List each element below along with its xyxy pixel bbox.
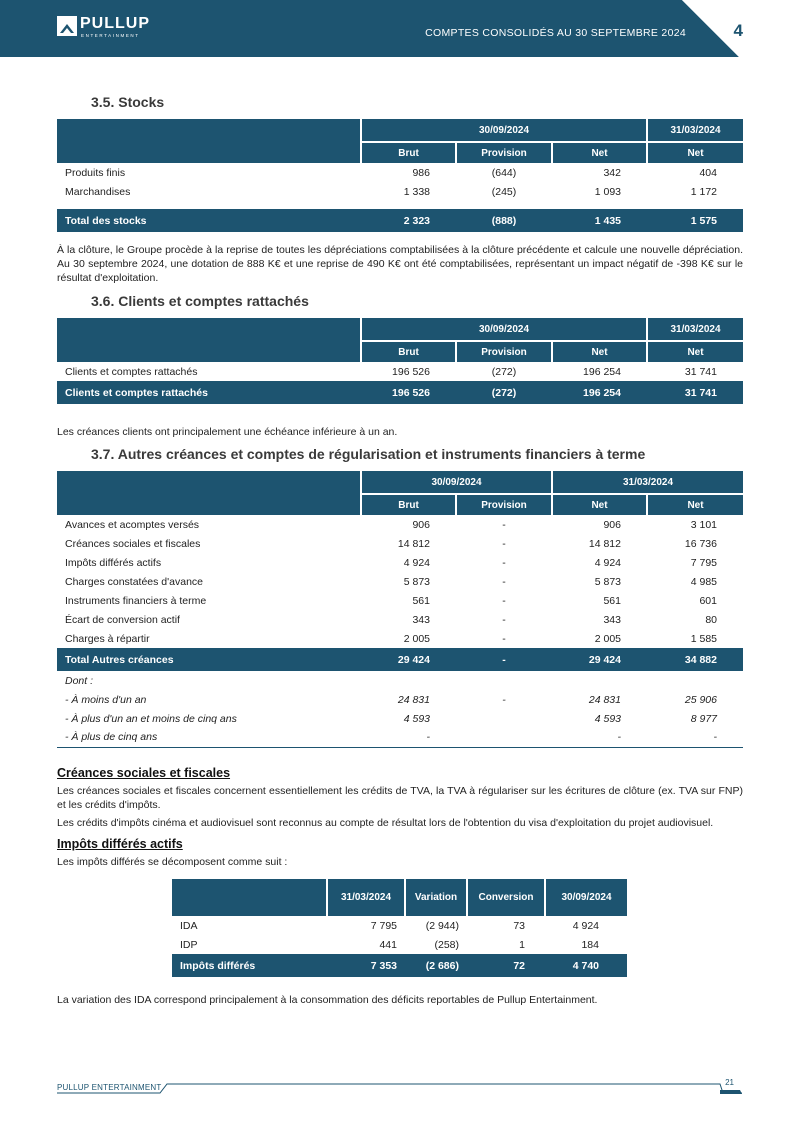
cell-net: 4 593 <box>594 712 621 725</box>
column-header: Brut <box>361 494 456 515</box>
cell-brut: 14 812 <box>397 537 430 550</box>
cell-net-prior: 404 <box>699 166 717 179</box>
section-title-stocks: 3.5. Stocks <box>91 94 165 110</box>
cell-net-prior: 31 741 <box>684 365 717 378</box>
cell-net-prior: 601 <box>699 594 717 607</box>
cell-provision: (272) <box>456 381 552 404</box>
row-label: Écart de conversion actif <box>65 613 180 626</box>
cell-net: 24 831 <box>588 693 621 706</box>
table-row <box>57 553 743 572</box>
cell-net: 29 424 <box>552 648 647 671</box>
cell-opening: 7 353 <box>327 954 405 977</box>
table-row <box>57 709 743 728</box>
table-row <box>57 515 743 534</box>
cell-net-prior: 25 906 <box>684 693 717 706</box>
column-header: Provision <box>456 494 552 515</box>
cell-provision: - <box>502 594 506 607</box>
logo-subtext: ENTERTAINMENT <box>81 33 140 38</box>
row-label: Charges constatées d'avance <box>65 575 204 588</box>
cell-brut: 906 <box>412 518 430 531</box>
column-header: Brut <box>361 142 456 163</box>
clients-table <box>57 318 743 404</box>
row-label: - À plus de cinq ans <box>57 728 361 747</box>
row-label: Impôts différés actifs <box>65 556 162 569</box>
impots-note: La variation des IDA correspond principalement à la consommation des déficits reportables de Pullup Entertainment. <box>57 994 598 1006</box>
column-header: Net <box>647 341 743 362</box>
cell-net-prior: 1 585 <box>690 632 717 645</box>
cell-net-prior: 16 736 <box>684 537 717 550</box>
cell-net: 342 <box>603 166 621 179</box>
cell-brut: - <box>361 728 456 747</box>
column-header: Provision <box>456 142 552 163</box>
cell-net: 14 812 <box>588 537 621 550</box>
cell-brut: 561 <box>412 594 430 607</box>
cell-closing: 4 740 <box>545 954 627 977</box>
cell-brut: 2 323 <box>361 209 456 232</box>
dont-label: Dont : <box>65 674 94 687</box>
table-row <box>172 935 627 954</box>
cell-net-prior: 8 977 <box>690 712 717 725</box>
page-number: 21 <box>725 1078 734 1087</box>
cell-net: 196 254 <box>552 381 647 404</box>
cell-net-prior: 4 985 <box>690 575 717 588</box>
cell-provision: - <box>502 632 506 645</box>
cell-provision: (644) <box>491 166 517 179</box>
cell-net: 1 093 <box>594 185 621 198</box>
table-row <box>57 163 743 182</box>
cell-brut: 196 526 <box>392 365 430 378</box>
logo-text: PULLUP <box>80 15 150 32</box>
period-header: 30/09/2024 <box>361 119 647 142</box>
cell-net-prior: 3 101 <box>690 518 717 531</box>
table-row <box>57 610 743 629</box>
stocks-note: À la clôture, le Groupe procède à la reprise de toutes les dépréciations comptabilisées à la clôture précédente et calcule une nouvelle dépréciation. Au 30 septembre 2024, une dotation de 888 K€ et une reprise de 490 K€ ont été comptabilisées, représentant un impact négatif de -398 K€ sur le résultat d'exploitation. <box>57 244 743 284</box>
table-row <box>57 591 743 610</box>
pullup-logo-icon <box>57 16 77 36</box>
total-row <box>57 381 743 404</box>
row-label: Total Autres créances <box>57 648 361 671</box>
cell-brut: 5 873 <box>403 575 430 588</box>
total-row <box>172 954 627 977</box>
column-header: Net <box>647 494 743 515</box>
table-corner <box>57 119 361 163</box>
row-label: Impôts différés <box>172 954 327 977</box>
cell-net: 561 <box>603 594 621 607</box>
cell-net-prior: 31 741 <box>647 381 743 404</box>
cell-provision: - <box>456 648 552 671</box>
table-row <box>172 916 627 935</box>
row-label: Clients et comptes rattachés <box>65 365 198 378</box>
cell-net: 196 254 <box>583 365 621 378</box>
table-row <box>57 182 743 201</box>
cell-net: 2 005 <box>594 632 621 645</box>
cell-provision <box>456 728 552 747</box>
autres-creances-table <box>57 471 743 748</box>
row-label: Clients et comptes rattachés <box>57 381 361 404</box>
impots-intro: Les impôts différés se décomposent comme suit : <box>57 856 288 868</box>
row-label: Marchandises <box>65 185 131 198</box>
table-row <box>57 629 743 648</box>
cell-conversion: 1 <box>519 938 525 951</box>
cell-brut: 4 593 <box>403 712 430 725</box>
table-row <box>57 534 743 553</box>
cell-provision: - <box>502 575 506 588</box>
cell-provision: - <box>502 518 506 531</box>
row-label: IDP <box>180 938 198 951</box>
cell-provision: (272) <box>491 365 517 378</box>
period-header: 30/09/2024 <box>361 318 647 341</box>
row-label: Produits finis <box>65 166 126 179</box>
cell-provision: - <box>502 556 506 569</box>
row-label: - À plus d'un an et moins de cinq ans <box>65 712 237 725</box>
cell-provision: - <box>502 537 506 550</box>
cell-net: 5 873 <box>594 575 621 588</box>
cell-opening: 7 795 <box>370 919 397 932</box>
stocks-table <box>57 119 743 232</box>
cell-net-prior: - <box>647 728 743 747</box>
row-label: Créances sociales et fiscales <box>65 537 201 550</box>
cell-brut: 343 <box>412 613 430 626</box>
cell-net-prior: 80 <box>705 613 717 626</box>
column-header: 30/09/2024 <box>545 879 627 916</box>
cell-variation: (258) <box>434 938 459 951</box>
table-corner <box>57 471 361 515</box>
cell-net: - <box>552 728 647 747</box>
footer-company: PULLUP ENTERTAINMENT <box>57 1083 162 1092</box>
cell-net: 906 <box>603 518 621 531</box>
cell-net: 4 924 <box>594 556 621 569</box>
cell-provision: (888) <box>456 209 552 232</box>
table-row <box>57 362 743 381</box>
company-logo <box>57 16 150 42</box>
column-header: Brut <box>361 341 456 362</box>
column-header: 31/03/2024 <box>327 879 405 916</box>
period-header: 31/03/2024 <box>647 119 743 142</box>
subtitle-creances-sociales: Créances sociales et fiscales <box>57 766 231 780</box>
period-header: 31/03/2024 <box>647 318 743 341</box>
cell-brut: 1 338 <box>403 185 430 198</box>
cell-net-prior: 1 575 <box>647 209 743 232</box>
table-corner <box>57 318 361 362</box>
row-label: Avances et acomptes versés <box>65 518 200 531</box>
cell-variation: (2 686) <box>405 954 467 977</box>
table-corner <box>172 879 327 916</box>
subtitle-impots-differes: Impôts différés actifs <box>57 837 183 851</box>
column-header: Net <box>552 341 647 362</box>
table-row <box>57 728 743 747</box>
section-title-clients: 3.6. Clients et comptes rattachés <box>91 293 309 309</box>
table-row <box>57 572 743 591</box>
total-row <box>57 648 743 671</box>
period-header: 30/09/2024 <box>361 471 552 494</box>
period-header: 31/03/2024 <box>552 471 743 494</box>
row-label: Charges à répartir <box>65 632 150 645</box>
column-header: Variation <box>405 879 467 916</box>
cell-net: 1 435 <box>552 209 647 232</box>
creances-sociales-para1: Les créances sociales et fiscales concernent essentiellement les crédits de TVA, la TVA à régulariser sur les écritures de clôture (ex. TVA sur FNP) et les crédits d'impôts. <box>57 785 743 811</box>
cell-provision: - <box>502 693 506 706</box>
row-label: Instruments financiers à terme <box>65 594 207 607</box>
chapter-number: 4 <box>733 21 743 40</box>
cell-closing: 184 <box>581 938 599 951</box>
creances-sociales-para2: Les crédits d'impôts cinéma et audiovisuel sont reconnus au compte de résultat lors de l'obtention du visa d'exploitation du projet audiovisuel. <box>57 817 714 829</box>
clients-note: Les créances clients ont principalement une échéance inférieure à un an. <box>57 426 398 438</box>
cell-brut: 196 526 <box>361 381 456 404</box>
cell-opening: 441 <box>379 938 397 951</box>
column-header: Net <box>552 494 647 515</box>
cell-provision <box>456 709 552 728</box>
cell-closing: 4 924 <box>572 919 599 932</box>
cell-brut: 986 <box>412 166 430 179</box>
total-row <box>57 209 743 232</box>
section-title-autres: 3.7. Autres créances et comptes de régularisation et instruments financiers à terme <box>91 446 646 462</box>
column-header: Net <box>552 142 647 163</box>
column-header: Conversion <box>467 879 545 916</box>
cell-brut: 29 424 <box>361 648 456 671</box>
header-title: COMPTES CONSOLIDÉS AU 30 SEPTEMBRE 2024 <box>425 27 686 39</box>
impots-table <box>172 879 627 977</box>
table-row <box>57 690 743 709</box>
cell-conversion: 73 <box>513 919 525 932</box>
column-header: Provision <box>456 341 552 362</box>
cell-brut: 24 831 <box>397 693 430 706</box>
row-label: Total des stocks <box>57 209 361 232</box>
cell-net-prior: 34 882 <box>647 648 743 671</box>
cell-net-prior: 1 172 <box>690 185 717 198</box>
cell-net-prior: 7 795 <box>690 556 717 569</box>
cell-conversion: 72 <box>467 954 545 977</box>
column-header: Net <box>647 142 743 163</box>
cell-provision: (245) <box>491 185 517 198</box>
table-row <box>57 671 743 690</box>
cell-brut: 4 924 <box>403 556 430 569</box>
row-label: - À moins d'un an <box>65 693 147 706</box>
cell-provision: - <box>502 613 506 626</box>
cell-net: 343 <box>603 613 621 626</box>
cell-brut: 2 005 <box>403 632 430 645</box>
cell-variation: (2 944) <box>425 919 459 932</box>
row-label: IDA <box>180 919 198 932</box>
